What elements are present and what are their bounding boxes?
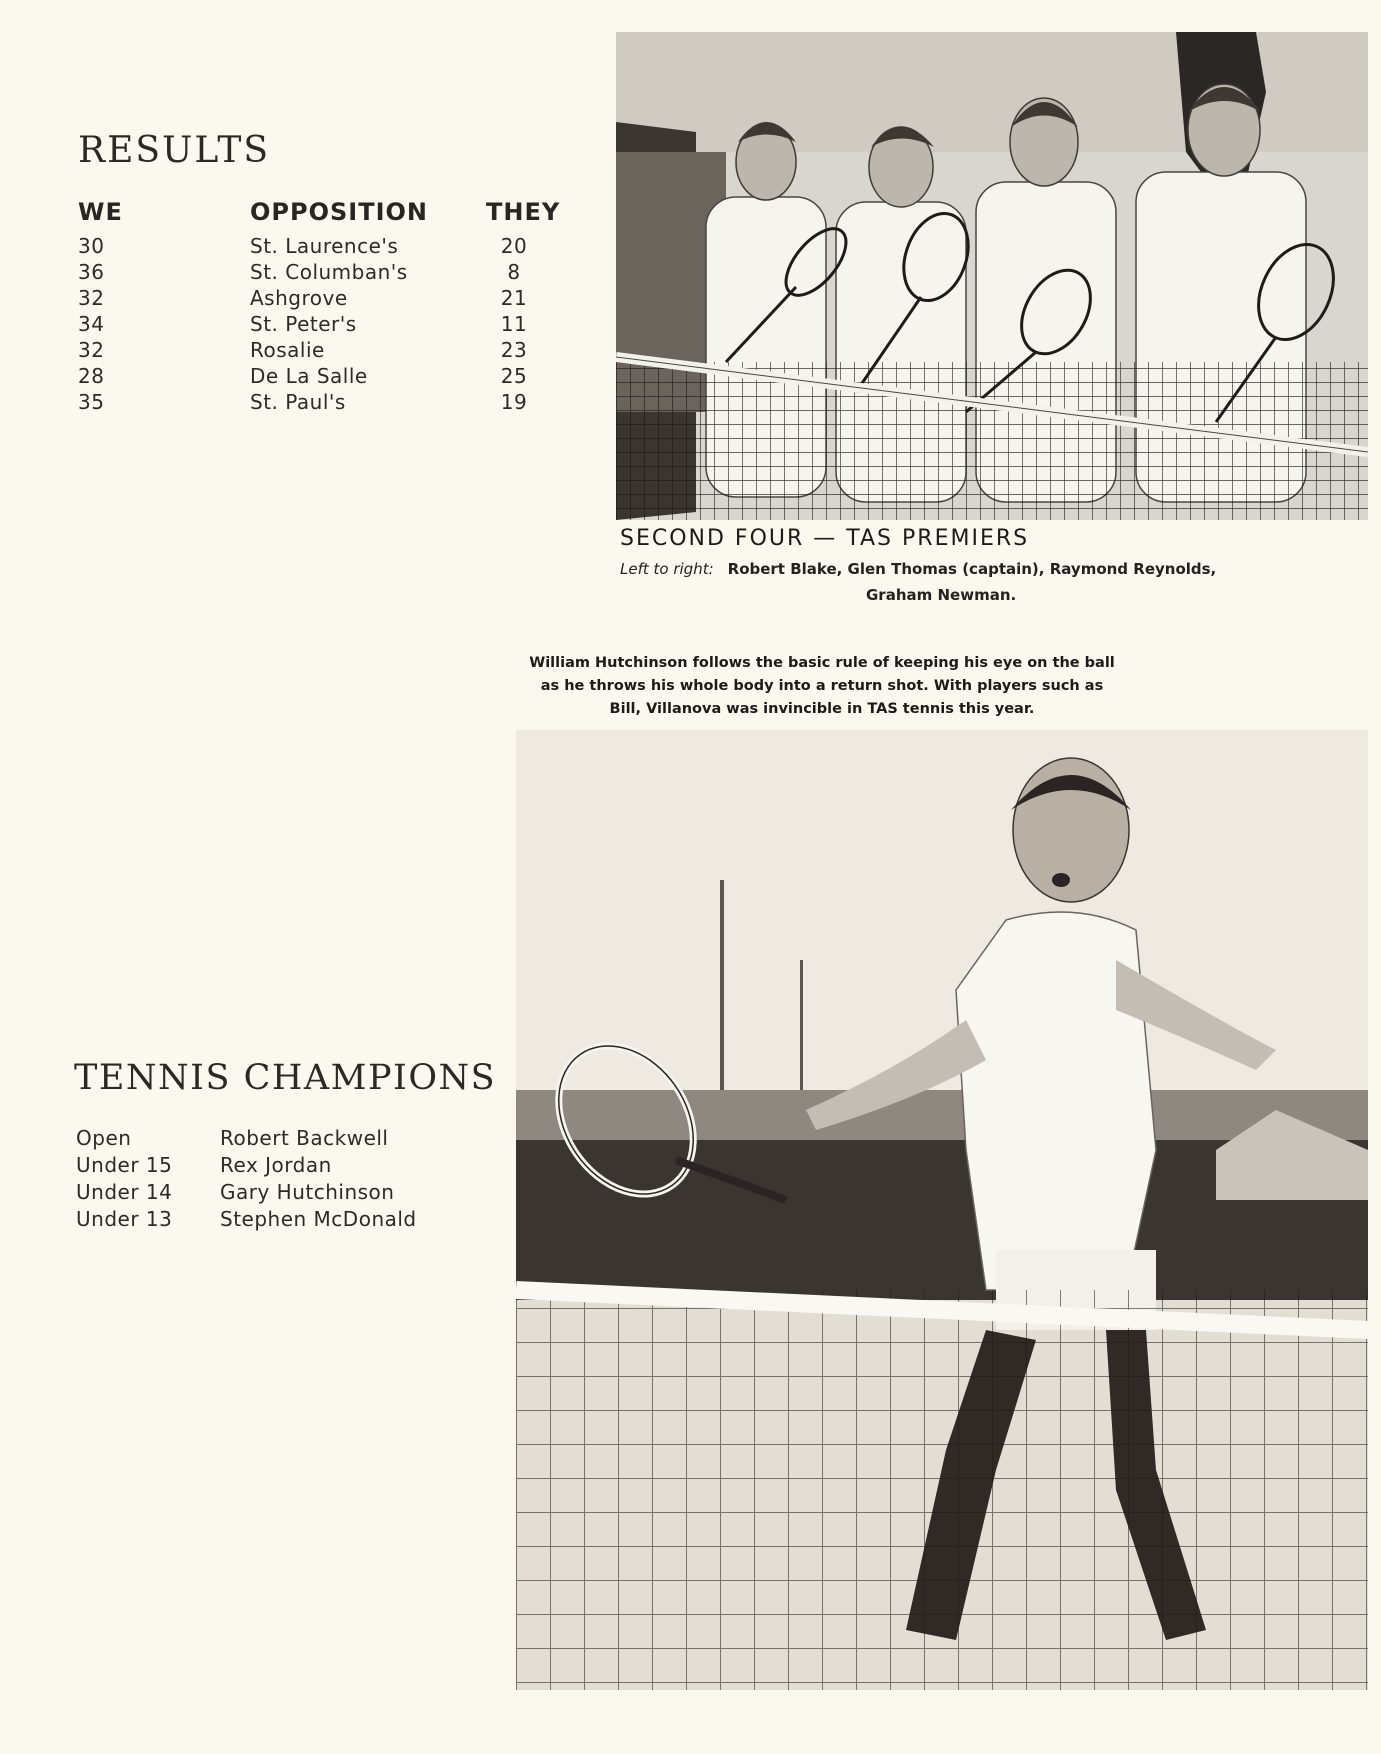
champion-category: Under 14 [76, 1180, 173, 1204]
score-they: 23 [500, 338, 528, 362]
list-item [76, 1153, 436, 1180]
score-we: 28 [78, 364, 105, 388]
results-header-row [78, 198, 568, 234]
caption2-line1: William Hutchinson follows the basic rule of keeping his eye on the ball [529, 655, 1115, 671]
score-we: 30 [78, 234, 105, 258]
caption2-line3: Bill, Villanova was invincible in TAS tennis this year. [609, 701, 1035, 717]
champion-category: Under 15 [76, 1153, 173, 1177]
champion-name: Stephen McDonald [220, 1207, 417, 1231]
champion-name: Robert Backwell [220, 1126, 389, 1150]
table-row [78, 338, 568, 364]
table-row [78, 364, 568, 390]
table-row [78, 260, 568, 286]
team-photo [616, 32, 1368, 520]
header-they: THEY [486, 198, 561, 226]
score-they: 19 [500, 390, 528, 414]
opposition-name: St. Laurence's [250, 234, 399, 258]
opposition-name: St. Paul's [250, 390, 346, 414]
table-row [78, 312, 568, 338]
table-row [78, 390, 568, 416]
score-we: 34 [78, 312, 105, 336]
table-row [78, 286, 568, 312]
opposition-name: St. Columban's [250, 260, 408, 284]
list-item [76, 1180, 436, 1207]
score-we: 32 [78, 338, 105, 362]
champions-heading: TENNIS CHAMPIONS [74, 1058, 497, 1098]
score-we: 32 [78, 286, 105, 310]
caption-names-line2: Graham Newman. [866, 586, 1017, 604]
opposition-name: Rosalie [250, 338, 325, 362]
caption-prefix: Left to right: [620, 560, 714, 578]
list-item [76, 1126, 436, 1153]
champion-name: Rex Jordan [220, 1153, 332, 1177]
champion-category: Open [76, 1126, 132, 1150]
score-they: 8 [507, 260, 521, 284]
header-we: WE [78, 198, 123, 226]
photo1-caption-names [620, 556, 1320, 608]
table-row [78, 234, 568, 260]
caption2-line2: as he throws his whole body into a return shot. With players such as [540, 678, 1104, 694]
score-they: 20 [500, 234, 528, 258]
opposition-name: Ashgrove [250, 286, 348, 310]
results-heading: RESULTS [78, 130, 271, 171]
score-they: 11 [500, 312, 528, 336]
results-table [78, 198, 568, 416]
header-opposition: OPPOSITION [250, 198, 428, 226]
photo2-caption [512, 652, 1132, 721]
score-we: 35 [78, 390, 105, 414]
score-they: 25 [500, 364, 528, 388]
score-they: 21 [500, 286, 528, 310]
champion-name: Gary Hutchinson [220, 1180, 395, 1204]
photo1-caption-title: SECOND FOUR — TAS PREMIERS [620, 526, 1030, 551]
champions-list [76, 1126, 436, 1234]
champion-category: Under 13 [76, 1207, 173, 1231]
opposition-name: St. Peter's [250, 312, 357, 336]
caption-names-line1: Robert Blake, Glen Thomas (captain), Raymond Reynolds, [727, 560, 1217, 578]
list-item [76, 1207, 436, 1234]
action-photo [516, 730, 1368, 1690]
score-we: 36 [78, 260, 105, 284]
opposition-name: De La Salle [250, 364, 368, 388]
